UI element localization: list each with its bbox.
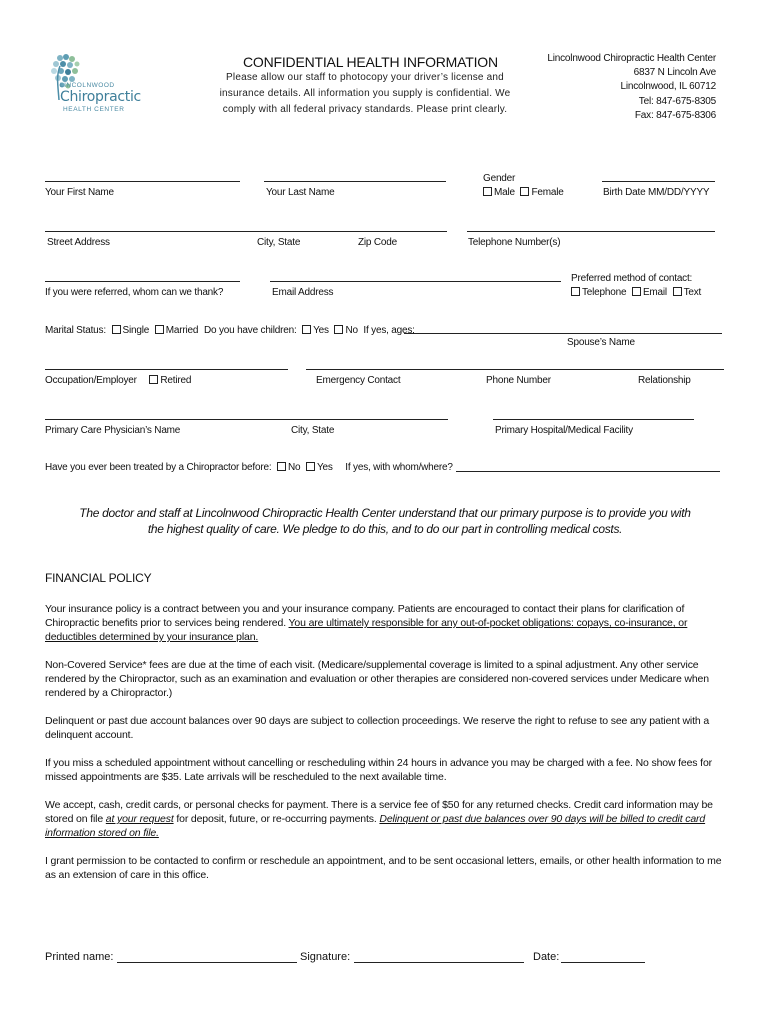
- occupation-field[interactable]: [45, 355, 288, 369]
- street-label: Street Address: [47, 237, 110, 248]
- telephone-label: Telephone Number(s): [468, 237, 561, 248]
- at-your-request-text: at your request: [105, 813, 174, 825]
- delinquent-billing-text: Delinquent or past due balances over 90 days will be billed to credit card information stored on file.: [45, 813, 706, 839]
- email-option-label: Email: [642, 287, 667, 298]
- page-title: CONFIDENTIAL HEALTH INFORMATION: [243, 54, 498, 70]
- children-ages-field[interactable]: [404, 320, 722, 334]
- male-checkbox[interactable]: [483, 187, 492, 196]
- clinic-logo: [46, 52, 156, 114]
- missed-appointment-paragraph: If you miss a scheduled appointment without cancelling or rescheduling within 24 hours in advance you may be charged with a fee. No show fees for missed appointments are $35. Late arrivals will be rescheduled to the next available time.: [45, 757, 712, 783]
- insurance-text: Your insurance policy is a contract between you and your insurance company. Patients are encouraged to contact their plans for clarification of Chiropractic benefits prior to services being rendered.: [45, 603, 685, 629]
- clinic-street: 6837 N Lincoln Ave: [633, 67, 716, 79]
- text-option-label: Text: [683, 287, 702, 298]
- non-covered-paragraph: Non-Covered Service* fees are due at the time of each visit. (Medicare/supplemental coverage is limited to a spinal adjustment. Any other service rendered by the Chiropractor, such as an examination and evaluation or other therapies are considered non-covered services under Medicare when rendered by a Chiropractor.): [45, 659, 709, 699]
- previous-chiropractor-field[interactable]: [456, 457, 720, 471]
- clinic-fax: Fax: 847-675-8306: [634, 109, 716, 121]
- first-name-label: Your First Name: [45, 187, 114, 198]
- payment-paragraph: [45, 798, 730, 840]
- previous-chiropractor-line: [456, 471, 720, 472]
- retired-checkbox[interactable]: [149, 375, 158, 384]
- spouse-name-label: Spouse’s Name: [567, 337, 635, 348]
- insurance-paragraph: [45, 602, 730, 644]
- male-label: Male: [494, 187, 515, 198]
- birth-date-label: Birth Date MM/DD/YYYY: [603, 187, 710, 198]
- address-field[interactable]: [45, 217, 447, 231]
- pledge-line: the highest quality of care. We pledge to do this, and to do our part in controlling medical costs.: [147, 521, 623, 536]
- payment-text: We accept, cash, credit cards, or personal checks for payment. There is a service fee of $50 for any returned checks. Credit card information may be stored on file: [45, 799, 713, 825]
- payment-text-2: for deposit, future, or re-occurring payments.: [173, 813, 380, 825]
- printed-name-line: [117, 962, 297, 963]
- email-label: Email Address: [272, 287, 334, 298]
- clinic-name: Lincolnwood Chiropractic Health Center: [547, 53, 716, 64]
- married-label: Married: [165, 325, 199, 336]
- retired-label: Retired: [160, 375, 192, 386]
- children-yes-checkbox[interactable]: [302, 325, 311, 334]
- logo-text-main: Chiropractic: [60, 89, 141, 105]
- signature-field[interactable]: [354, 948, 524, 962]
- chiropractor-question: [45, 462, 453, 473]
- single-label: Single: [122, 325, 150, 336]
- telephone-option-label: Telephone: [582, 287, 627, 298]
- treated-yes-checkbox[interactable]: [306, 462, 315, 471]
- ages-spouse-line: [404, 333, 722, 334]
- delinquent-paragraph: Delinquent or past due account balances over 90 days are subject to collection proceedings. We reserve the right to refuse to see any patient with a delinquent account.: [45, 715, 710, 741]
- permission-paragraph: I grant permission to be contacted to confirm or reschedule an appointment, and to be sent occasional letters, emails, or other health information to me as an extension of care in this office.: [45, 855, 722, 881]
- emergency-contact-field[interactable]: [306, 355, 724, 369]
- referred-line: [45, 281, 240, 282]
- children-question: [204, 325, 415, 336]
- gender-options: [483, 187, 564, 198]
- children-label: Do you have children:: [204, 325, 297, 336]
- preferred-contact-label: Preferred method of contact:: [571, 273, 693, 284]
- email-field[interactable]: [270, 267, 561, 281]
- first-name-line: [45, 181, 240, 182]
- female-checkbox[interactable]: [520, 187, 529, 196]
- marital-status: [45, 325, 198, 336]
- address-line: [45, 231, 447, 232]
- occupation-line: [45, 369, 288, 370]
- city-state-label: City, State: [257, 237, 301, 248]
- intro-line: comply with all federal privacy standards. Please print clearly.: [222, 104, 508, 115]
- treated-no-label: No: [288, 462, 301, 473]
- pcp-line: [45, 419, 448, 420]
- ages-label: If yes, ages:: [363, 325, 415, 336]
- phone-number-label: Phone Number: [486, 375, 551, 386]
- telephone-line: [467, 231, 715, 232]
- relationship-label: Relationship: [638, 375, 691, 386]
- clinic-city: Lincolnwood, IL 60712: [620, 81, 716, 93]
- date-field[interactable]: [561, 948, 645, 962]
- pledge-text: [30, 506, 740, 537]
- occupation: [45, 375, 191, 386]
- emergency-contact-label: Emergency Contact: [316, 375, 401, 386]
- birth-date-line: [602, 181, 715, 182]
- date-line: [561, 962, 645, 963]
- logo-text-bottom: HEALTH CENTER: [63, 106, 125, 113]
- hospital-field[interactable]: [493, 405, 694, 419]
- responsibility-text: You are ultimately responsible for any out-of-pocket obligations: copays, co-insurance, or deductibles determined by your insurance plan.: [45, 617, 688, 643]
- clinic-address: [520, 52, 716, 121]
- email-line: [270, 281, 561, 282]
- printed-name-label: Printed name:: [45, 951, 114, 963]
- hospital-line: [493, 419, 694, 420]
- children-yes-label: Yes: [313, 325, 329, 336]
- pledge-line: The doctor and staff at Lincolnwood Chiropractic Health Center understand that our primary purpose is to provide you with: [79, 506, 691, 520]
- last-name-line: [264, 181, 446, 182]
- intro-line: insurance details. All information you supply is confidential. We: [219, 88, 511, 99]
- preferred-contact-options: [571, 287, 701, 298]
- first-name-field[interactable]: [45, 167, 240, 181]
- gender-label: Gender: [483, 173, 516, 184]
- last-name-label: Your Last Name: [266, 187, 335, 198]
- treated-no-checkbox[interactable]: [277, 462, 286, 471]
- email-checkbox[interactable]: [632, 287, 641, 296]
- clinic-tel: Tel: 847-675-8305: [638, 95, 716, 107]
- referred-label: If you were referred, whom can we thank?: [45, 287, 224, 298]
- telephone-checkbox[interactable]: [571, 287, 580, 296]
- if-yes-label: If yes, with whom/where?: [345, 462, 453, 473]
- birth-date-field[interactable]: [602, 167, 715, 181]
- signature-label: Signature:: [300, 951, 351, 963]
- children-no-checkbox[interactable]: [334, 325, 343, 334]
- hospital-label: Primary Hospital/Medical Facility: [495, 425, 633, 436]
- zip-label: Zip Code: [358, 237, 397, 248]
- treated-yes-label: Yes: [316, 462, 333, 473]
- female-label: Female: [531, 187, 564, 198]
- occupation-label: Occupation/Employer: [45, 375, 137, 386]
- intro-text: [205, 70, 525, 118]
- pcp-city-label: City, State: [291, 425, 335, 436]
- printed-name-field[interactable]: [117, 948, 297, 962]
- married-checkbox[interactable]: [155, 325, 164, 334]
- intro-line: Please allow our staff to photocopy your driver’s license and: [226, 72, 504, 83]
- children-no-label: No: [345, 325, 358, 336]
- marital-status-label: Marital Status:: [45, 325, 106, 336]
- financial-policy-heading: FINANCIAL POLICY: [45, 571, 152, 585]
- text-checkbox[interactable]: [673, 287, 682, 296]
- date-label: Date:: [533, 951, 560, 963]
- referred-field[interactable]: [45, 267, 240, 281]
- telephone-field[interactable]: [467, 217, 715, 231]
- last-name-field[interactable]: [264, 167, 446, 181]
- pcp-field[interactable]: [45, 405, 448, 419]
- emergency-line: [306, 369, 724, 370]
- single-checkbox[interactable]: [112, 325, 121, 334]
- logo-text-top: LINCOLNWOOD: [60, 82, 115, 89]
- treated-label: Have you ever been treated by a Chiropractor before:: [45, 462, 272, 473]
- signature-line: [354, 962, 524, 963]
- pcp-label: Primary Care Physician’s Name: [45, 425, 181, 436]
